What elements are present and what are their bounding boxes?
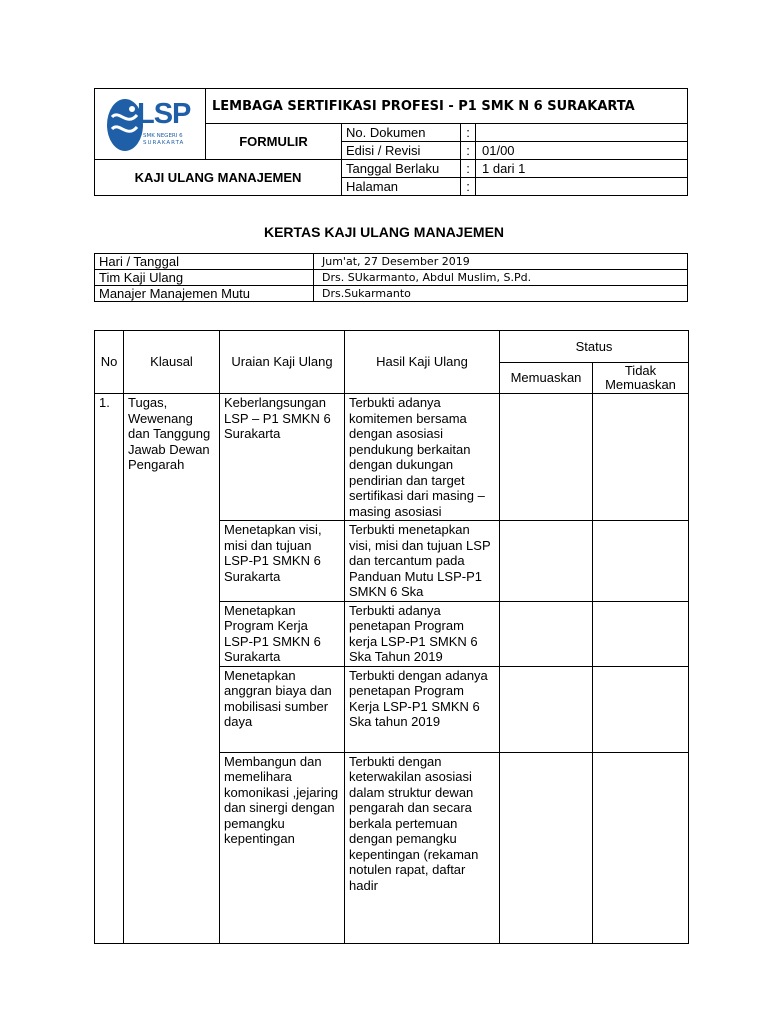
page-title: KERTAS KAJI ULANG MANAJEMEN [263, 224, 505, 240]
header-uraian: Uraian Kaji Ulang [220, 331, 345, 394]
header-no: No [95, 331, 124, 394]
status-memuaskan-cell[interactable] [500, 666, 593, 752]
uraian-cell: Keberlangsungan LSP – P1 SMKN 6 Surakarta [220, 394, 345, 521]
uraian-cell: Menetapkan Program Kerja LSP-P1 SMKN 6 Surakarta [220, 601, 345, 666]
meta-sep: : [461, 124, 476, 142]
hasil-cell: Terbukti menetapkan visi, misi dan tujuan LSP dan tercantum pada Panduan Mutu LSP-P1 SMKN 6 Ska [345, 521, 500, 602]
meta-value-doc-no [476, 124, 688, 142]
meta-sep: : [461, 142, 476, 160]
hasil-cell: Terbukti dengan adanya penetapan Program Kerja LSP-P1 SMKN 6 Ska tahun 2019 [345, 666, 500, 752]
hasil-cell: Terbukti adanya penetapan Program kerja LSP-P1 SMKN 6 Ska Tahun 2019 [345, 601, 500, 666]
info-label-team: Tim Kaji Ulang [95, 270, 314, 286]
institution-name: LEMBAGA SERTIFIKASI PROFESI - P1 SMK N 6 SURAKARTA [206, 89, 688, 124]
status-memuaskan-cell[interactable] [500, 394, 593, 521]
header-tidak-memuaskan: Tidak Memuaskan [593, 363, 689, 394]
status-memuaskan-cell[interactable] [500, 752, 593, 943]
hasil-cell: Terbukti dengan keterwakilan asosiasi dalam struktur dewan pengarah dan secara berkala pertemuan dengan pemangku kepentingan (rekaman notulen rapat, daftar hadir [345, 752, 500, 943]
meta-sep: : [461, 178, 476, 196]
logo-subtitle-2: SURAKARTA [143, 140, 185, 146]
meta-value-page [476, 178, 688, 196]
meta-sep: : [461, 160, 476, 178]
logo-cell [95, 89, 206, 160]
status-tidak-memuaskan-cell[interactable] [593, 521, 689, 602]
meta-label-page: Halaman [342, 178, 461, 196]
klausal-cell: Tugas, Wewenang dan Tanggung Jawab Dewan Pengarah [124, 394, 220, 944]
info-value-manager: Drs.Sukarmanto [314, 286, 688, 302]
header-status: Status [500, 331, 689, 363]
meta-value-edition: 01/00 [476, 142, 688, 160]
header-hasil: Hasil Kaji Ulang [345, 331, 500, 394]
uraian-cell: Membangun dan memelihara komonikasi ,jejaring dan sinergi dengan pemangku kepentingan [220, 752, 345, 943]
status-tidak-memuaskan-cell[interactable] [593, 394, 689, 521]
info-label-manager: Manajer Manajemen Mutu [95, 286, 314, 302]
info-value-date: Jum'at, 27 Desember 2019 [314, 254, 688, 270]
logo-subtitle-1: SMK NEGERI 6 [143, 133, 183, 139]
status-tidak-memuaskan-cell[interactable] [593, 601, 689, 666]
document-header [94, 88, 688, 196]
meta-value-valid-date: 1 dari 1 [476, 160, 688, 178]
row-number: 1. [95, 394, 124, 944]
status-memuaskan-cell[interactable] [500, 521, 593, 602]
hasil-cell: Terbukti adanya komitemen bersama dengan asosiasi pendukung berkaitan dengan dukungan pendirian dan target sertifikasi dari masing – masing asosiasi [345, 394, 500, 521]
uraian-cell: Menetapkan anggran biaya dan mobilisasi sumber daya [220, 666, 345, 752]
info-value-team: Drs. SUkarmanto, Abdul Muslim, S.Pd. [314, 270, 688, 286]
status-tidak-memuaskan-cell[interactable] [593, 752, 689, 943]
header-klausal: Klausal [124, 331, 220, 394]
form-label: FORMULIR [206, 124, 342, 160]
document-name: KAJI ULANG MANAJEMEN [95, 160, 342, 196]
lsp-logo [105, 96, 201, 154]
info-label-date: Hari / Tanggal [95, 254, 314, 270]
header-memuaskan: Memuaskan [500, 363, 593, 394]
review-table [94, 330, 689, 944]
meta-label-valid-date: Tanggal Berlaku [342, 160, 461, 178]
status-tidak-memuaskan-cell[interactable] [593, 666, 689, 752]
uraian-cell: Menetapkan visi, misi dan tujuan LSP-P1 SMKN 6 Surakarta [220, 521, 345, 602]
info-table [94, 253, 688, 302]
table-row [95, 394, 689, 521]
status-memuaskan-cell[interactable] [500, 601, 593, 666]
logo-text: LSP [137, 98, 191, 130]
meta-label-doc-no: No. Dokumen [342, 124, 461, 142]
meta-label-edition: Edisi / Revisi [342, 142, 461, 160]
